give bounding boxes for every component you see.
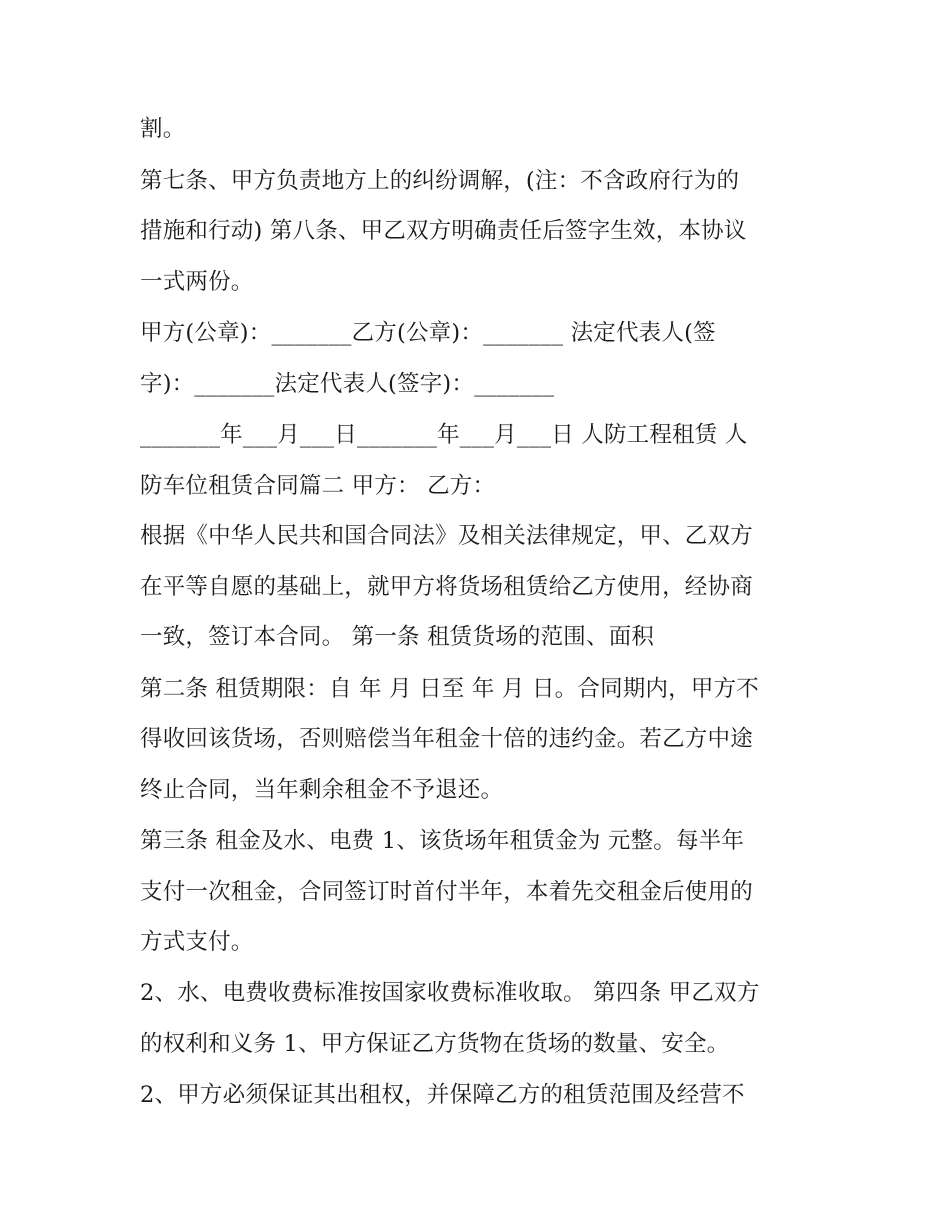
text-line: 得收回该货场，否则赔偿当年租金十倍的违约金。若乙方中途 [140,726,753,752]
text-line: 一式两份。 [140,269,254,295]
text-line: 第三条 租金及水、电费 1、该货场年租赁金为 元整。每半年 [140,828,745,854]
text-line: 第二条 租赁期限：自 年 月 日至 年 月 日。合同期内，甲方不 [140,676,759,702]
text-line: 终止合同，当年剩余租金不予退还。 [140,777,504,803]
text-line: 一致，签订本合同。 第一条 租赁货场的范围、面积 [140,624,655,650]
text-line: 字)：_______法定代表人(签字)：_______ [140,371,555,397]
text-line: 割。 [140,116,186,142]
text-line: _______年___月___日_______年___月___日 人防工程租赁 人 [140,422,748,448]
text-line: 方式支付。 [140,929,254,955]
text-line: 措施和行动) 第八条、甲乙双方明确责任后签字生效，本协议 [140,218,747,244]
text-line: 第七条、甲方负责地方上的纠纷调解，(注：不含政府行为的 [140,168,740,194]
text-line: 在平等自愿的基础上，就甲方将货场租赁给乙方使用，经协商 [140,574,753,600]
text-line: 的权利和义务 1、甲方保证乙方货物在货场的数量、安全。 [140,1031,730,1057]
text-line: 根据《中华人民共和国合同法》及相关法律规定，甲、乙双方 [140,523,753,549]
text-line: 2、水、电费收费标准按国家收费标准收取。 第四条 甲乙双方 [140,980,760,1006]
text-line: 2、甲方必须保证其出租权，并保障乙方的租赁范围及经营不 [140,1082,745,1108]
text-line: 支付一次租金，合同签订时首付半年，本着先交租金后使用的 [140,879,753,905]
text-line: 防车位租赁合同篇二 甲方： 乙方： [140,473,496,499]
text-line: 甲方(公章)：_______乙方(公章)：_______ 法定代表人(签 [140,320,716,346]
